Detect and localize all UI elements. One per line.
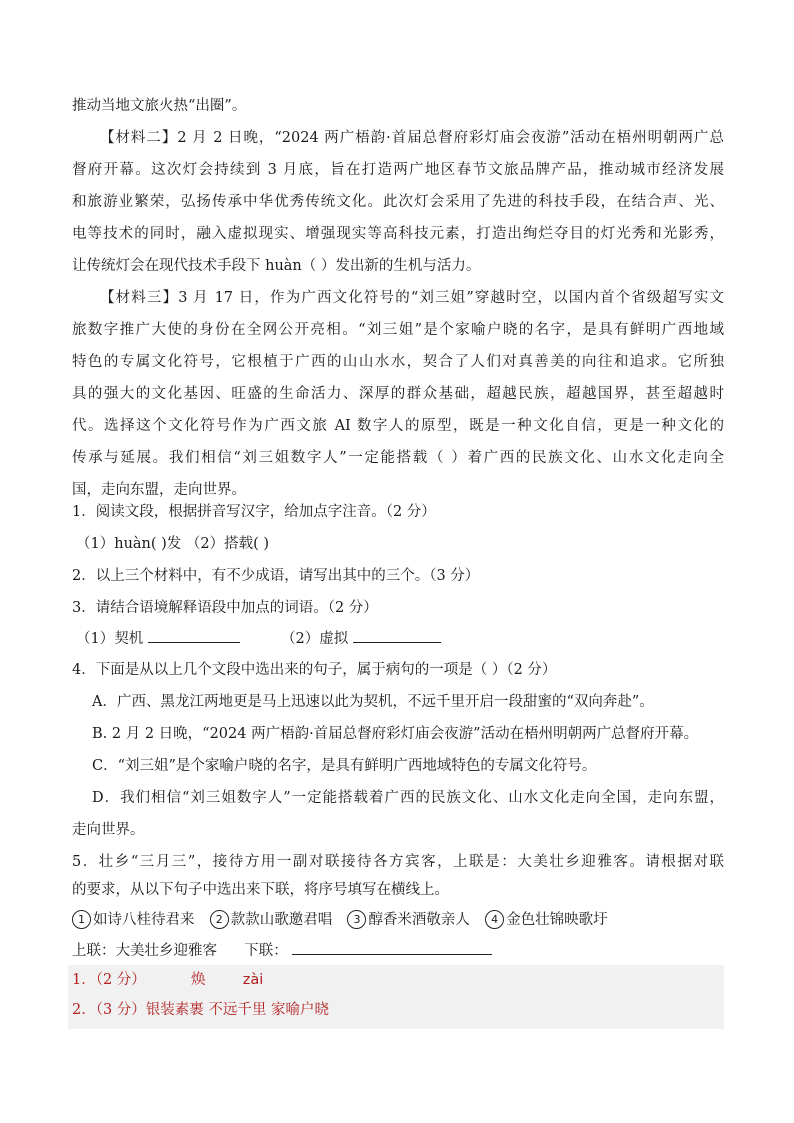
- answer-blank[interactable]: [292, 940, 492, 955]
- material-three-line: 特色的专属文化符号，它根植于广西的山山水水，契合了人们对真善美的向往和追求。它所独: [72, 354, 724, 370]
- question-4-option-b: B. 2 月 2 日晚，“2024 两广梧韵·首届总督府彩灯庙会夜游”活动在梧州明朝两广总督府开幕。: [92, 726, 699, 742]
- material-three-line: 国，走向东盟，走向世界。: [72, 482, 246, 498]
- answer-blank[interactable]: [353, 628, 441, 643]
- question-3-item-1: （1）契机: [76, 631, 144, 647]
- material-two-line: 电等技术的同时，融入虚拟现实、增强现实等高科技元素，打造出绚烂夺目的灯光秀和光影秀，: [72, 226, 724, 242]
- couplet-answer-line: [72, 940, 724, 961]
- couplet-option: 1 如诗八桂待君来: [72, 912, 195, 928]
- couplet-options: [72, 910, 724, 930]
- answer-2: 2．（3 分）银装素裹 不远千里 家喻户晓: [72, 1002, 330, 1018]
- couplet-option: 4 金色壮锦映歌圩: [485, 912, 608, 928]
- circled-number: 1: [72, 910, 91, 929]
- material-three-line: 代。选择这个文化符号作为广西文旅 AI 数字人的原型，既是一种文化自信，更是一种文化的: [72, 418, 724, 434]
- answer-1-label: 1．（2 分）: [72, 972, 146, 988]
- couplet-option: 2 款款山歌邀君唱: [210, 912, 333, 928]
- question-5: 5．壮乡“三月三”，接待方用一副对联接待各方宾客，上联是：大美壮乡迎雅客。请根据对联: [72, 854, 724, 870]
- circled-number: 2: [210, 910, 229, 929]
- answer-1-pinyin: zài: [242, 972, 264, 988]
- answer-1-char: 焕: [191, 972, 206, 988]
- couplet-option: 3 醇香米酒敬亲人: [347, 912, 470, 928]
- question-1-items: （1）huàn( )发 （2）搭载( ): [76, 536, 270, 552]
- question-4-option-c: C．“刘三姐”是个家喻户晓的名字，是具有鲜明广西地域特色的专属文化符号。: [92, 758, 597, 774]
- material-three-line: 传承与延展。我们相信“刘三姐数字人”一定能搭载（ ）着广西的民族文化、山水文化走向全: [72, 450, 724, 466]
- question-4-option-a: A．广西、黑龙江两地更是马上迅速以此为契机，不远千里开启一段甜蜜的“双向奔赴”。: [92, 694, 654, 710]
- material-two-line: 和旅游业繁荣，弘扬传承中华优秀传统文化。此次灯会采用了先进的科技手段，在结合声、光、: [72, 194, 724, 210]
- question-4: 4．下面是从以上几个文段中选出来的句子，属于病句的一项是（ ）（2 分）: [72, 662, 557, 678]
- material-three-line: 旅数字推广大使的身份在全网公开亮相。“刘三姐”是个家喻户晓的名字，是具有鲜明广西地域: [72, 322, 724, 338]
- circled-number: 4: [485, 910, 504, 929]
- question-1: 1．阅读文段，根据拼音写汉字，给加点字注音。（2 分）: [72, 504, 436, 520]
- question-3-items: [76, 628, 728, 649]
- answer-blank[interactable]: [148, 628, 240, 643]
- question-4-option-d: D．我们相信“刘三姐数字人”一定能搭载着广西的民族文化、山水文化走向全国，走向东盟，: [92, 790, 724, 806]
- material-one-tail: 推动当地文旅火热“出圈”。: [72, 98, 247, 114]
- question-3: 3．请结合语境解释语段中加点的词语。（2 分）: [72, 600, 378, 616]
- material-two-line: 督府开幕。这次灯会持续到 3 月底，旨在打造两广地区春节文旅品牌产品，推动城市经济发展: [72, 162, 724, 178]
- material-two-line: 【材料二】2 月 2 日晚，“2024 两广梧韵·首届总督府彩灯庙会夜游”活动在梧州明朝两广总: [100, 130, 724, 146]
- question-3-item-2: （2）虚拟: [281, 631, 349, 647]
- answer-1: [72, 970, 263, 990]
- lower-couplet-label: 下联：: [244, 943, 288, 959]
- upper-couplet: 上联：大美壮乡迎雅客: [72, 943, 217, 959]
- material-three-line: 【材料三】3 月 17 日，作为广西文化符号的“刘三姐”穿越时空，以国内首个省级超写实文: [100, 290, 724, 306]
- circled-number: 3: [347, 910, 366, 929]
- material-three-line: 具的强大的文化基因、旺盛的生命活力、深厚的群众基础，超越民族，超越国界，甚至超越时: [72, 386, 724, 402]
- question-2: 2．以上三个材料中，有不少成语，请写出其中的三个。（3 分）: [72, 568, 480, 584]
- question-5-cont: 的要求，从以下句子中选出来下联，将序号填写在横线上。: [72, 882, 449, 898]
- question-4-option-d-cont: 走向世界。: [72, 822, 145, 838]
- material-two-line: 让传统灯会在现代技术手段下 huàn（ ）发出新的生机与活力。: [72, 258, 481, 274]
